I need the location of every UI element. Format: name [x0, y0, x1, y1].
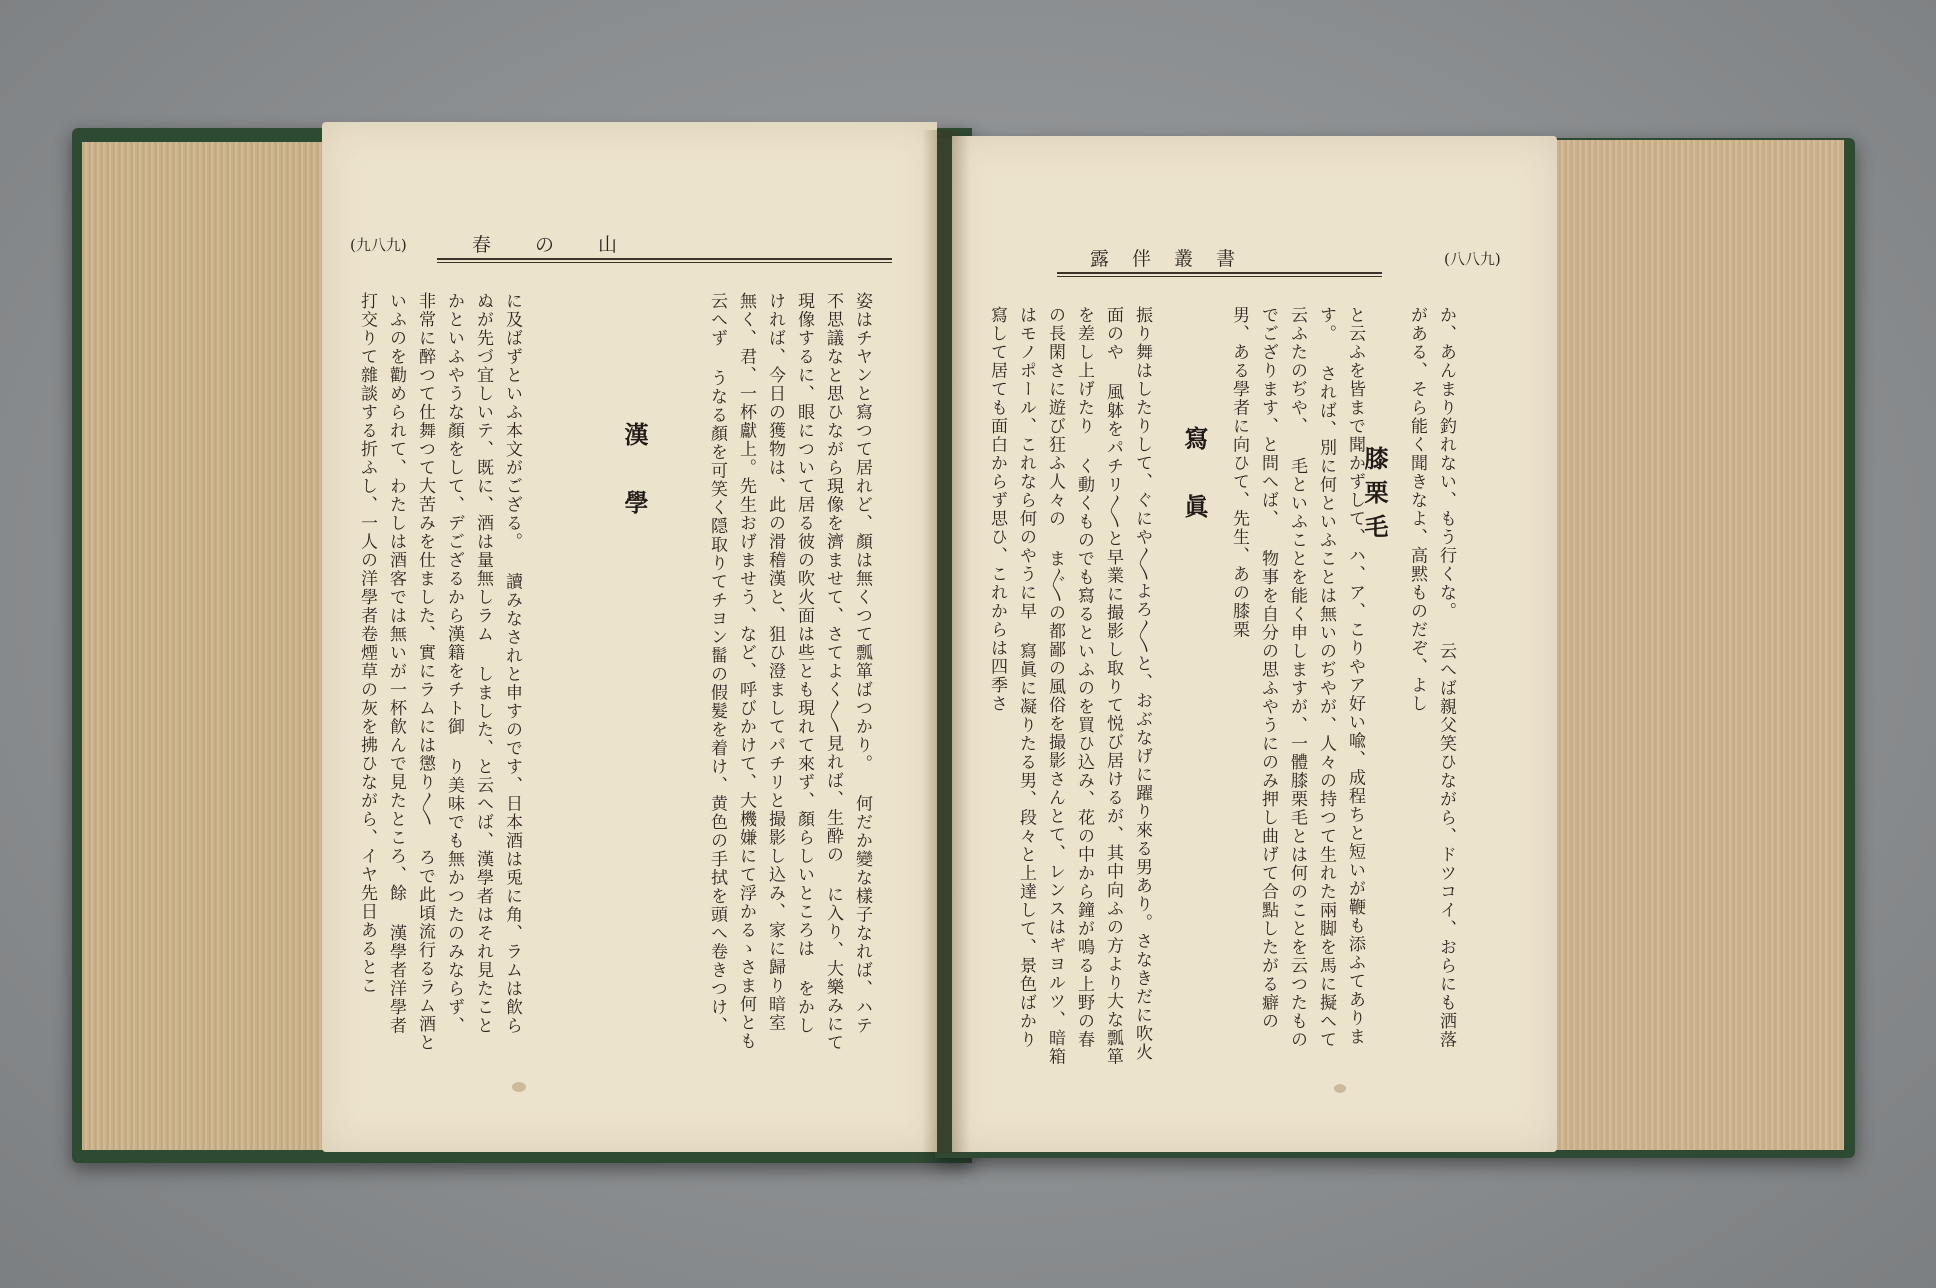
text-column: 云へば親父笑ひながら、ドツコイ、おらにも洒落がある、そら能く聞きなよ、高黙ものだぞ、よし: [1407, 306, 1456, 1049]
paper-stain: [512, 1082, 526, 1092]
text-column: 讀みなされと申すのです、日本酒は兎に角、ラムは飮らぬが先づ宜しいテ、既に、酒は量無しラム: [473, 292, 522, 1035]
text-column: 風躰をパチリ〳〵と早業に撮影し取りて悦び居けるが、其中向ふの方より大な瓢箪を差し上げたり: [1074, 306, 1123, 1066]
right-head-rule: [1057, 272, 1382, 274]
left-heading: 漢 學: [620, 422, 649, 524]
text-column: 毛といふことを能く申しますが、一體膝栗毛とは何のことを云つたものでござります、と問へば、: [1258, 306, 1307, 1049]
text-column: か、あんまり釣れない、もう行くな。: [1436, 306, 1456, 621]
text-column: しました、と云へば、漢學者はそれ見たことかといふやうな顏をして、デござるから漢籍をチト御: [444, 292, 493, 1035]
right-text-block-1: [1402, 306, 1460, 1066]
text-column: ろで此頃流行るラム酒といふのを勸められて、わたしは酒客では無いが一杯飮んで見たところ、餘: [386, 292, 435, 1052]
left-page: [322, 122, 937, 1152]
left-folio: (九八九): [350, 236, 407, 254]
text-column: り美味でも無かつたのみならず、非常に醉つて仕舞つて大苦みを仕ました、實にラムには懲り〳〵: [415, 292, 464, 1035]
right-page: [952, 136, 1557, 1152]
text-column: く動くものでも寫るといふのを買ひ込み、花の中から鐘が鳴る上野の春の長閑さに遊び狂ふ人々の: [1045, 306, 1094, 1049]
left-head-rule: [437, 258, 892, 260]
text-column: 振り舞はしたりして、ぐにや〳〵よろ〳〵と、おぶなげに躍り來る男あり。さなきだに吹火面のや: [1103, 306, 1152, 1062]
page-edges-left: [82, 142, 330, 1150]
text-column: うなる顏を可笑く隠取りてチヨン髷の假髮を着け、黄色の手拭を頭へ卷きつけ、: [707, 369, 727, 1035]
right-heading-1: 膝栗毛: [1360, 446, 1389, 548]
right-text-block-3: [982, 306, 1156, 1066]
left-text-block-1: [702, 292, 876, 1052]
text-column: 姿はチヤンと寫つて居れど、顏は無くつて瓢箪ばつかり。: [852, 292, 872, 773]
text-column: 物事を自分の思ふやうにのみ押し曲げて合點したがる癖の男、ある學者に向ひて、先生、あの膝栗: [1229, 306, 1278, 1031]
text-column: 寫眞に凝りたる男、段々と上達して、景色ばかり寫して居ても面白からず思ひ、これからは四季さ: [987, 306, 1036, 1049]
text-column: と云ふを皆まで聞かずして、ハ、ア、こりやア好い喩、成程ちと短いが鞭も添ふてあります。: [1316, 306, 1365, 1046]
text-column: 漢學者洋學者打交りて雜談する折ふし、一人の洋學者卷煙草の灰を拂ひながら、イヤ先日あるとこ: [357, 292, 406, 1035]
text-column: 何だか變な樣子なれば、ハテ不思議なと思ひながら現像を濟ませて、さてよく〳〵見れば、生酔の: [823, 292, 872, 1035]
right-running-head: 露 伴 叢 書: [1090, 248, 1238, 270]
text-column: ま〴〵の都鄙の風俗を撮影さんとて、レンスはギヨルツ、暗箱はモノポール、これなら何のやうに早: [1016, 306, 1065, 1066]
left-text-block-2: [352, 292, 526, 1052]
right-text-block-2: [1224, 306, 1369, 1066]
right-heading-2: 寫 眞: [1180, 426, 1209, 528]
text-column: 無く、君、一杯獻上。先生おげませう、など、呼びかけて、大機嫌にて浮かるゝさま何とも云へず: [707, 292, 756, 1051]
paper-stain: [1334, 1084, 1346, 1093]
right-folio: (八八九): [1444, 250, 1501, 268]
left-running-head: 春 の 山: [472, 234, 620, 256]
text-column: されば、別に何といふことは無いのぢやが、人々の持つて生れた兩脚を馬に擬へて云ふたのぢや、: [1287, 306, 1336, 1049]
book-gutter: [922, 130, 970, 1154]
page-edges-right: [1552, 140, 1844, 1150]
text-column: をかしければ、今日の獲物は、此の滑稽漢と、狙ひ澄ましてパチリと撮影し込み、家に歸り暗室: [765, 292, 814, 1035]
text-column: に及ばずといふ本文がござる。: [502, 292, 522, 551]
text-column: に入り、大樂みにて現像するに、眼について居る彼の吹火面は些とも現れて來ず、顏らしいところは: [794, 292, 843, 1052]
